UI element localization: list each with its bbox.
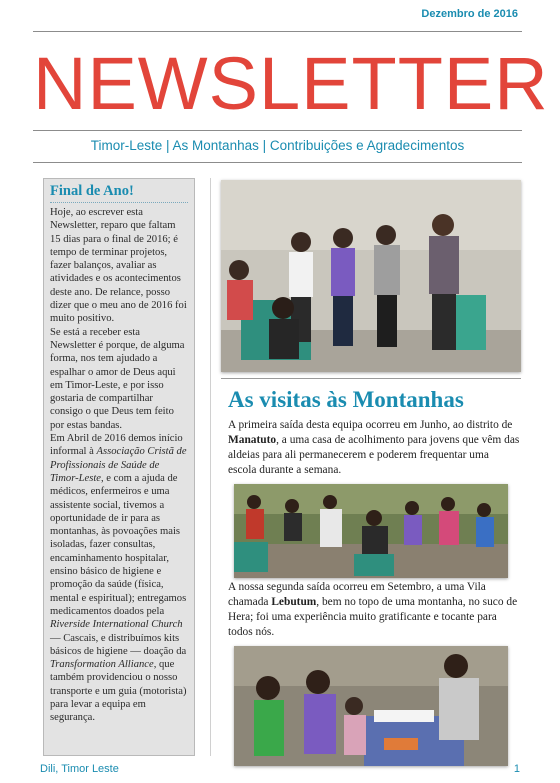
issue-date: Dezembro de 2016 bbox=[421, 8, 518, 20]
sidebar-paragraph-2: Se está a receber esta Newsletter é porque, de alguma forma, nos tem ajudado a espalhar o amor de Deus aqui em Timor-Leste, e por isso gostaria de compartilhar consigo o que Deus tem feito por estas bandas. bbox=[50, 326, 185, 431]
sidebar-p3-text-d: , que também providenciou o nosso transporte e um guia (motorista) para levar a equipa em segurança. bbox=[50, 659, 187, 724]
article-paragraph-1 bbox=[228, 418, 520, 478]
place-lebutum: Lebutum bbox=[271, 596, 317, 608]
sidebar-p3-text-b: , e com a ajuda de médicos, enfermeiros e uma assistente social, tivemos a oportunidade de ir para as montanhas, às povoações mais isoladas, fazer consultas, encaminhamento hospitalar, ensino básico de higiene e promoção da saúde (física, mental e espiritual); entregamos medicamentos doados pela bbox=[50, 472, 187, 617]
masthead-title: NEWSLETTER bbox=[33, 42, 549, 125]
top-rule bbox=[33, 31, 522, 32]
sidebar-heading: Final de Ano! bbox=[50, 183, 188, 203]
sidebar-paragraph-1: Hoje, ao escrever esta Newsletter, reparo que faltam 15 dias para o final de 2016; é tempo de terminar projetos, fazer balanços, avaliar as atividades e os acontecimentos deste ano. De relance, posso dizer que o meu ano de 2016 foi muito positivo. bbox=[50, 207, 187, 325]
article-title: As visitas às Montanhas bbox=[228, 387, 464, 412]
article-paragraph-2 bbox=[228, 580, 520, 640]
subnav-rule bbox=[33, 162, 522, 163]
footer-location: Dili, Timor Leste bbox=[40, 763, 119, 775]
page-number: 1 bbox=[513, 763, 520, 775]
sidebar-paragraph-3 bbox=[50, 432, 188, 725]
sidebar-p3-text-a: Em Abril de 2016 demos início informal à bbox=[50, 433, 183, 458]
article-p1-text-a: A primeira saída desta equipa ocorreu em Junho, ao distrito de bbox=[228, 419, 513, 431]
association-name: Associação Cristã de Profissionais de Saúde de Timor-Leste bbox=[50, 446, 187, 484]
article-p1-text-b: , a uma casa de acolhimento para jovens que vêm das aldeias para ali permanecerem e poderem frequentar uma escola durante a semana. bbox=[228, 434, 520, 476]
place-manatuto: Manatuto bbox=[228, 434, 277, 446]
section-nav: Timor-Leste | As Montanhas | Contribuições e Agradecimentos bbox=[90, 138, 465, 153]
alliance-name: Transformation Alliance bbox=[50, 659, 154, 671]
photo-consultation bbox=[234, 646, 508, 766]
sidebar-p3-text-c: — Cascais, e distribuímos kits básicos de higiene — doação da bbox=[50, 632, 187, 657]
article-p2-text-a: A nossa segunda saída ocorreu em Setembro, a uma Vila chamada bbox=[228, 581, 486, 608]
church-name: Riverside International Church bbox=[50, 619, 183, 631]
photo-group-standing bbox=[221, 180, 521, 372]
masthead-rule bbox=[33, 130, 522, 131]
photo-group-seated bbox=[234, 484, 508, 578]
article-top-rule bbox=[221, 378, 521, 379]
article-p2-text-b: , bem no topo de uma montanha, no suco de Hera; foi uma experiência muito gratificante e tocante para todos nós. bbox=[228, 596, 518, 638]
sidebar-box bbox=[43, 178, 195, 756]
column-divider bbox=[210, 178, 211, 756]
